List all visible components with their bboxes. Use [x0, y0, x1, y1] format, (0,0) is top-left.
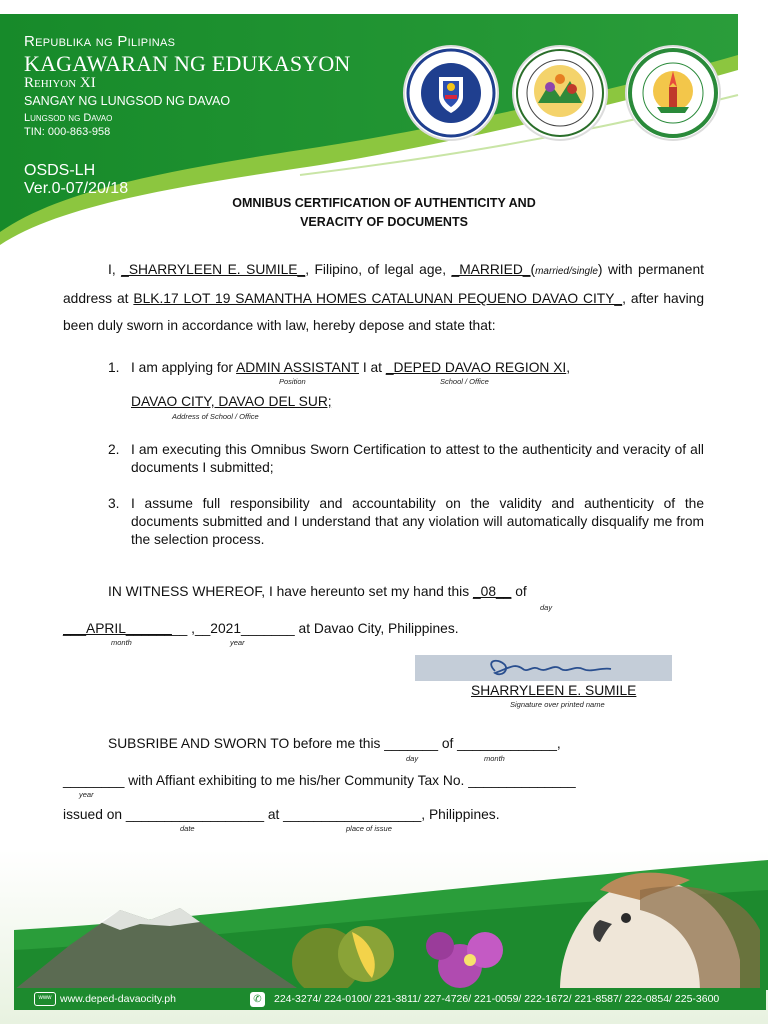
list-item-3: [108, 495, 704, 551]
form-version: Ver.0-07/20/18: [24, 180, 129, 197]
caption-year: year: [230, 638, 245, 647]
header-city: Lungsod ng Davao: [24, 112, 113, 124]
signer-printed-name: SHARRYLEEN E. SUMILE: [471, 683, 637, 698]
witness-year: __2021_______: [194, 621, 295, 636]
footer-banner: [0, 850, 768, 1024]
list-text: I assume full responsibility and accountability on the validity and authenticity of the documents submitted and I understand that any violation will automatically disqualify me from the selection process.: [131, 496, 704, 547]
text: , Filipino, of legal age,: [305, 262, 452, 277]
school-office: _DEPED DAVAO REGION XI: [385, 360, 567, 375]
header-tin: TIN: 000-863-958: [24, 126, 111, 138]
text: (: [530, 262, 536, 277]
list-number: 2.: [108, 442, 120, 457]
caption-place: place of issue: [346, 824, 392, 833]
text: __ ,: [171, 621, 195, 636]
subscribe-sworn-line: SUBSRIBE AND SWORN TO before me this _______ of _____________,: [108, 736, 561, 751]
phone-numbers: 224-3274/ 224-0100/ 221-3811/ 227-4726/ 221-0059/ 222-1672/ 221-8587/ 222-0854/ 225-3600: [274, 993, 720, 1005]
affiant-paragraph: [63, 256, 704, 339]
list-text: I am executing this Omnibus Sworn Certification to attest to the authenticity and veracity of all documents I submitted;: [131, 442, 704, 475]
caption-signature: Signature over printed name: [510, 700, 605, 709]
caption-year-2: year: [79, 790, 94, 799]
phone-icon: ✆: [250, 992, 265, 1007]
text: ,: [566, 360, 571, 375]
signature-image: [415, 655, 672, 681]
caption-school-address: Address of School / Office: [172, 412, 259, 421]
text: I,: [108, 262, 122, 277]
document-title-line2: VERACITY OF DOCUMENTS: [300, 215, 468, 229]
text: with permanent address at: [63, 262, 704, 306]
document-title-line1: OMNIBUS CERTIFICATION OF AUTHENTICITY AND: [232, 196, 536, 210]
header-region: Rehiyon XI: [24, 75, 96, 91]
school-address: DAVAO CITY, DAVAO DEL SUR;: [131, 394, 332, 409]
civil-status: _MARRIED_: [451, 262, 531, 277]
caption-school: School / Office: [440, 377, 489, 386]
issued-on-line: issued on __________________ at __________________, Philippines.: [63, 807, 500, 822]
list-number: 1.: [108, 360, 120, 375]
header-agency: KAGAWARAN NG EDUKASYON: [24, 51, 351, 76]
header-country: Republika ng Pilipinas: [24, 33, 176, 50]
witness-month: ___APRIL______: [63, 621, 172, 636]
community-tax-line: ________ with Affiant exhibiting to me his/her Community Tax No. ______________: [63, 773, 576, 788]
form-code: OSDS-LH: [24, 162, 96, 179]
affiant-name: _SHARRYLEEN E. SUMILE_: [121, 262, 306, 277]
witness-day: _08__: [472, 584, 512, 599]
witness-date-line: [63, 621, 459, 636]
website-link[interactable]: www.deped-davaocity.ph: [60, 993, 176, 1005]
website-icon: www: [34, 992, 56, 1006]
text: , after having been duly sworn in accordance with law, hereby depose and state that:: [63, 291, 704, 333]
text: I am applying for: [131, 360, 237, 375]
caption-month: month: [111, 638, 132, 647]
footer-contact-bar: [14, 988, 766, 1010]
civil-status-hint: married/single: [535, 266, 598, 277]
caption-date: date: [180, 824, 195, 833]
caption-day-2: day: [406, 754, 419, 763]
witness-line: [108, 584, 527, 599]
position-applied: ADMIN ASSISTANT: [236, 360, 359, 375]
deped-seal-icon: [403, 45, 499, 141]
caption-position: Position: [279, 377, 306, 386]
caption-day: day: [540, 603, 553, 612]
header-division: SANGAY NG LUNGSOD NG DAVAO: [24, 94, 231, 108]
text: I at: [359, 360, 386, 375]
text: at Davao City, Philippines.: [294, 621, 459, 636]
text: IN WITNESS WHEREOF, I have hereunto set my hand this: [108, 584, 473, 599]
caption-month-2: month: [484, 754, 505, 763]
list-item-2: [108, 441, 704, 481]
permanent-address: BLK.17 LOT 19 SAMANTHA HOMES CATALUNAN PEQUENO DAVAO CITY_: [133, 291, 623, 306]
text: ): [597, 262, 603, 277]
davao-division-seal-icon: [625, 45, 721, 141]
list-number: 3.: [108, 496, 120, 511]
text: of: [511, 584, 527, 599]
region-xi-seal-icon: [512, 45, 608, 141]
